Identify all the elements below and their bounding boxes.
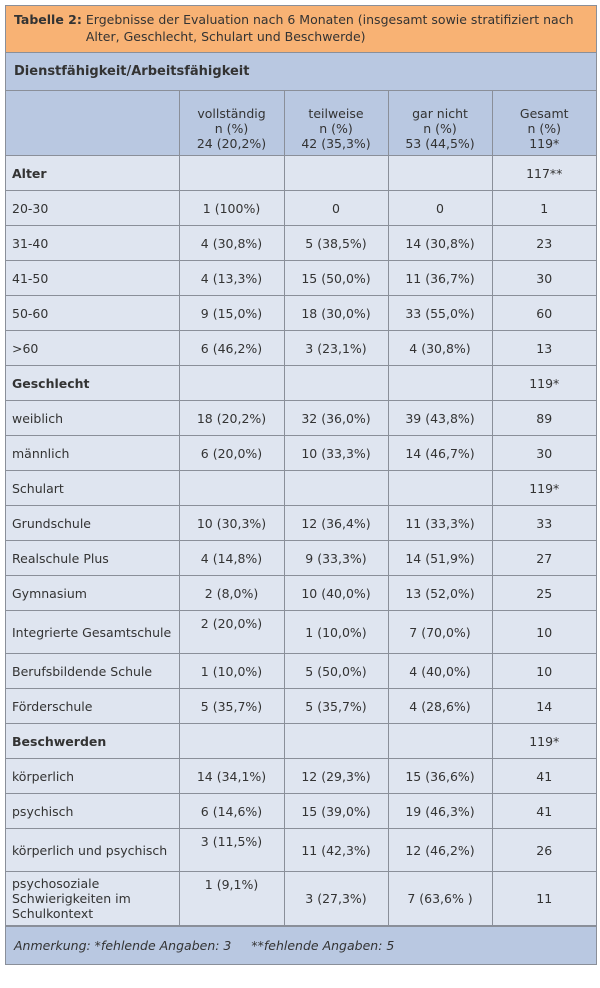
table-cell: 3 (23,1%) xyxy=(284,331,388,366)
table-cell: 11 xyxy=(492,872,596,926)
row-label: Schulart xyxy=(6,471,179,506)
column-header-line: n (%) xyxy=(423,121,457,136)
table-cell: 3 (11,5%) xyxy=(179,829,284,872)
table-cell: 2 (20,0%) xyxy=(179,611,284,654)
row-label: >60 xyxy=(6,331,179,366)
row-label: männlich xyxy=(6,436,179,471)
table-cell: 30 xyxy=(492,261,596,296)
table-cell: 10 (30,3%) xyxy=(179,506,284,541)
table-cell: 89 xyxy=(492,401,596,436)
table-cell xyxy=(388,471,492,506)
column-header-line: n (%) xyxy=(214,121,249,136)
row-label: 31-40 xyxy=(6,226,179,261)
row-label: psychosoziale Schwierigkeiten im Schulkontext xyxy=(6,872,179,926)
table-cell: 1 (100%) xyxy=(179,191,284,226)
column-header xyxy=(6,91,179,156)
table-cell: 9 (33,3%) xyxy=(284,541,388,576)
table-cell xyxy=(284,724,388,759)
column-header xyxy=(179,91,284,156)
table-row xyxy=(6,611,596,654)
row-label: Integrierte Gesamtschule xyxy=(6,611,179,654)
table-cell: 4 (28,6%) xyxy=(388,689,492,724)
column-header xyxy=(284,91,388,156)
table-cell: 39 (43,8%) xyxy=(388,401,492,436)
table-cell: 0 xyxy=(388,191,492,226)
table-cell: 12 (29,3%) xyxy=(284,759,388,794)
table-cell: 4 (30,8%) xyxy=(179,226,284,261)
row-label: Gymnasium xyxy=(6,576,179,611)
table-cell: 12 (36,4%) xyxy=(284,506,388,541)
table-cell: 11 (42,3%) xyxy=(284,829,388,872)
table-cell: 14 (46,7%) xyxy=(388,436,492,471)
results-table xyxy=(5,5,597,965)
row-label: 41-50 xyxy=(6,261,179,296)
row-label: 20-30 xyxy=(6,191,179,226)
column-header-line: 53 (44,5%) xyxy=(405,136,475,151)
table-cell: 18 (20,2%) xyxy=(179,401,284,436)
table-cell: 60 xyxy=(492,296,596,331)
table-cell: 1 (10,0%) xyxy=(284,611,388,654)
row-label: psychisch xyxy=(6,794,179,829)
table-cell xyxy=(388,156,492,191)
table-cell: 11 (36,7%) xyxy=(388,261,492,296)
table-cell: 23 xyxy=(492,226,596,261)
table-row xyxy=(6,366,596,401)
table-cell: 33 xyxy=(492,506,596,541)
table-cell: 2 (8,0%) xyxy=(179,576,284,611)
row-label: Förderschule xyxy=(6,689,179,724)
table-cell xyxy=(388,366,492,401)
table-cell: 41 xyxy=(492,759,596,794)
table-cell: 15 (39,0%) xyxy=(284,794,388,829)
column-header xyxy=(388,91,492,156)
column-header-line: 42 (35,3%) xyxy=(301,136,371,151)
caption-label: Tabelle 2: xyxy=(14,12,82,27)
table-cell: 11 (33,3%) xyxy=(388,506,492,541)
table-row xyxy=(6,872,596,926)
table-cell: 119* xyxy=(492,724,596,759)
table-row xyxy=(6,541,596,576)
table-row xyxy=(6,759,596,794)
table-row xyxy=(6,829,596,872)
table-row xyxy=(6,654,596,689)
column-header-line: gar nicht xyxy=(412,106,468,121)
table-cell: 1 xyxy=(492,191,596,226)
table-cell xyxy=(284,156,388,191)
table-cell: 12 (46,2%) xyxy=(388,829,492,872)
table-cell: 25 xyxy=(492,576,596,611)
row-label: Grundschule xyxy=(6,506,179,541)
table-cell: 1 (10,0%) xyxy=(179,654,284,689)
column-header-line: teilweise xyxy=(308,106,364,121)
table-cell: 26 xyxy=(492,829,596,872)
table-cell: 5 (50,0%) xyxy=(284,654,388,689)
table-row xyxy=(6,331,596,366)
footnote xyxy=(6,926,596,964)
table-cell: 15 (50,0%) xyxy=(284,261,388,296)
table-cell: 5 (35,7%) xyxy=(284,689,388,724)
table-cell: 0 xyxy=(284,191,388,226)
table-cell: 27 xyxy=(492,541,596,576)
table-cell: 18 (30,0%) xyxy=(284,296,388,331)
table-row xyxy=(6,156,596,191)
table-row xyxy=(6,576,596,611)
table-caption xyxy=(6,6,596,53)
table-cell: 19 (46,3%) xyxy=(388,794,492,829)
table-cell: 6 (20,0%) xyxy=(179,436,284,471)
table-cell xyxy=(284,471,388,506)
table-cell: 4 (30,8%) xyxy=(388,331,492,366)
row-label: Geschlecht xyxy=(6,366,179,401)
table-cell: 4 (14,8%) xyxy=(179,541,284,576)
table-cell: 1 (9,1%) xyxy=(179,872,284,926)
table-cell: 5 (38,5%) xyxy=(284,226,388,261)
table-cell: 10 xyxy=(492,611,596,654)
footnote-b: **fehlende Angaben: 5 xyxy=(251,938,395,953)
table-cell xyxy=(179,724,284,759)
table-cell: 33 (55,0%) xyxy=(388,296,492,331)
table-cell: 10 (33,3%) xyxy=(284,436,388,471)
table-cell xyxy=(179,366,284,401)
table-row xyxy=(6,724,596,759)
table-cell: 7 (63,6% ) xyxy=(388,872,492,926)
column-header-line: 24 (20,2%) xyxy=(196,136,267,151)
table-cell: 4 (40,0%) xyxy=(388,654,492,689)
table-cell: 14 (34,1%) xyxy=(179,759,284,794)
table-row xyxy=(6,471,596,506)
row-label: Berufsbildende Schule xyxy=(6,654,179,689)
table-cell: 10 (40,0%) xyxy=(284,576,388,611)
table-cell: 5 (35,7%) xyxy=(179,689,284,724)
table-row xyxy=(6,261,596,296)
table-cell: 41 xyxy=(492,794,596,829)
table-cell: 15 (36,6%) xyxy=(388,759,492,794)
table-row xyxy=(6,794,596,829)
table-cell: 10 xyxy=(492,654,596,689)
table-cell: 30 xyxy=(492,436,596,471)
table-cell: 14 xyxy=(492,689,596,724)
table-cell: 4 (13,3%) xyxy=(179,261,284,296)
table-cell: 13 (52,0%) xyxy=(388,576,492,611)
table-row xyxy=(6,401,596,436)
header-row xyxy=(6,91,596,156)
table-cell: 117** xyxy=(492,156,596,191)
table-cell: 119* xyxy=(492,366,596,401)
row-label: Realschule Plus xyxy=(6,541,179,576)
table-cell: 32 (36,0%) xyxy=(284,401,388,436)
table-cell: 6 (46,2%) xyxy=(179,331,284,366)
table-cell: 9 (15,0%) xyxy=(179,296,284,331)
row-label: weiblich xyxy=(6,401,179,436)
table-cell: 14 (30,8%) xyxy=(388,226,492,261)
table-row xyxy=(6,506,596,541)
row-label: körperlich und psychisch xyxy=(6,829,179,872)
table-row xyxy=(6,689,596,724)
table-row xyxy=(6,296,596,331)
table-cell: 14 (51,9%) xyxy=(388,541,492,576)
row-label: Alter xyxy=(6,156,179,191)
column-header-line: n (%) xyxy=(319,121,353,136)
column-header-line: vollständig xyxy=(197,106,266,121)
table-cell xyxy=(179,156,284,191)
table-cell: 13 xyxy=(492,331,596,366)
section-heading: Dienstfähigkeit/Arbeitsfähigkeit xyxy=(6,53,596,91)
table-cell: 6 (14,6%) xyxy=(179,794,284,829)
table-row xyxy=(6,226,596,261)
column-header xyxy=(492,91,596,156)
column-header-line: n (%) xyxy=(527,121,562,136)
table-cell xyxy=(284,366,388,401)
table-cell: 119* xyxy=(492,471,596,506)
row-label: körperlich xyxy=(6,759,179,794)
row-label: 50-60 xyxy=(6,296,179,331)
table-row xyxy=(6,436,596,471)
table-cell: 7 (70,0%) xyxy=(388,611,492,654)
column-header-line: Gesamt xyxy=(519,106,569,121)
row-label: Beschwerden xyxy=(6,724,179,759)
table-cell: 3 (27,3%) xyxy=(284,872,388,926)
table-row xyxy=(6,191,596,226)
column-header-line: 119* xyxy=(529,136,560,151)
table-cell xyxy=(388,724,492,759)
footnote-a: Anmerkung: *fehlende Angaben: 3 xyxy=(14,938,232,953)
table-cell xyxy=(179,471,284,506)
caption-text: Ergebnisse der Evaluation nach 6 Monaten (insgesamt sowie stratifiziert nach Alter, Geschlecht, Schulart und Beschwerde) xyxy=(85,12,574,44)
